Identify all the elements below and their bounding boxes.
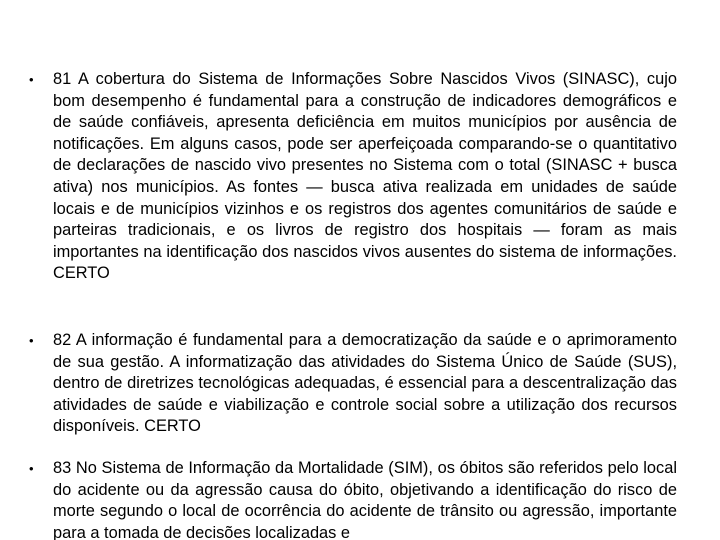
bullet-text-81: 81 A cobertura do Sistema de Informações Sobre Nascidos Vivos (SINASC), cujo bom desempenho é fundamental para a construção de indicadores demográficos e de saúde confiáveis, apresenta deficiência em muitos municípios por ausência de notificações. Em alguns casos, pode ser aperfeiçoada comparando-se o quantitativo de declarações de nascido vivo presentes no Sistema com o total (SINASC + busca ativa) nos municípios. As fontes — busca ativa realizada em unidades de saúde locais e de municípios vizinhos e os registros dos agentes comunitários de saúde e parteiras tradicionais, e os livros de registro dos hospitais — foram as mais importantes na identificação dos nascidos vivos ausentes do sistema de informações. CERTO (53, 70, 677, 283)
bullet-icon: • (29, 72, 34, 87)
bullet-icon: • (29, 333, 34, 348)
bullet-text-82: 82 A informação é fundamental para a democratização da saúde e o aprimoramento de sua gestão. A informatização das atividades do Sistema Único de Saúde (SUS), dentro de diretrizes tecnológicas adequadas, é essencial para a descentralização das atividades de saúde e viabilização e controle social sobre a utilização dos recursos disponíveis. CERTO (53, 331, 677, 436)
bullet-text-83: 83 No Sistema de Informação da Mortalidade (SIM), os óbitos são referidos pelo local do acidente ou da agressão causa do óbito, objetivando a identificação do risco de morte segundo o local de ocorrência do acidente de trânsito ou agressão, importante para a tomada de decisões localizadas e (53, 459, 677, 540)
bullet-icon: • (29, 461, 34, 476)
